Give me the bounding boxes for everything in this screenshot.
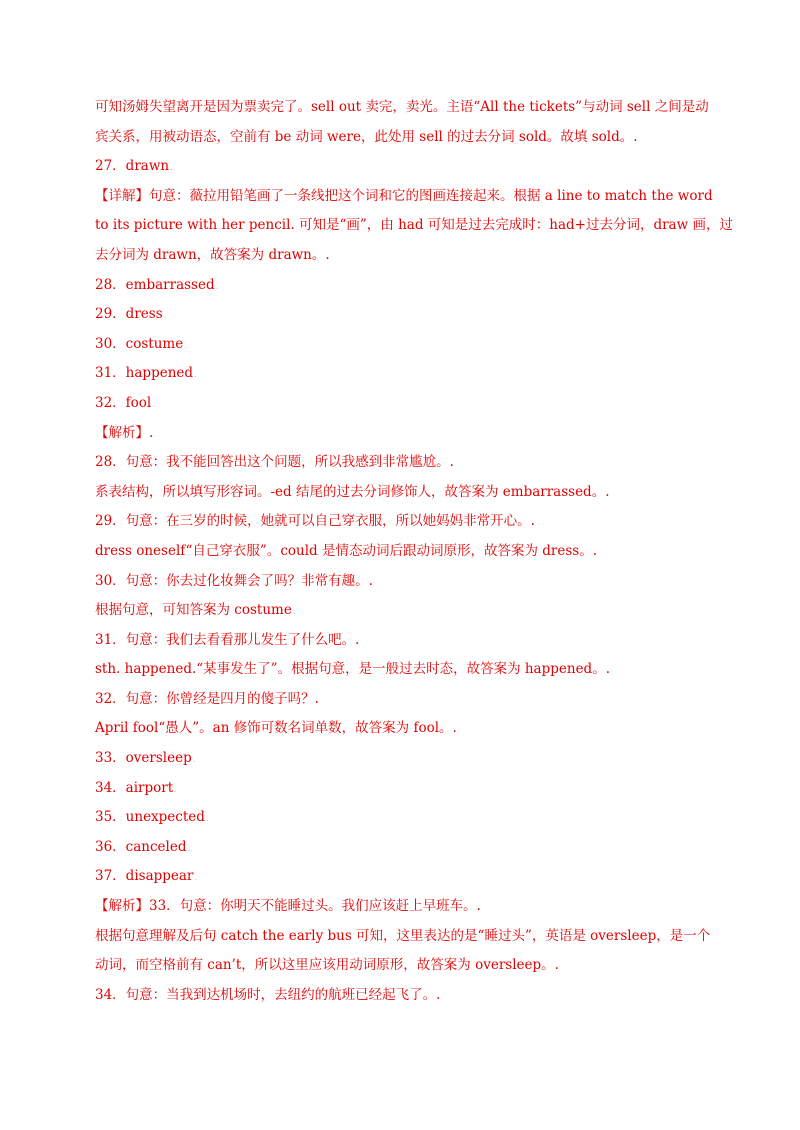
paragraph-mark: . (163, 311, 167, 322)
text-line: sth. happened.“某事发生了”。根据句意，是一般过去时态，故答案为 happened。. (95, 661, 610, 678)
text-line: dress oneself“自己穿衣服”。could 是情态动词后跟动词原形，故答案为 dress。. (95, 542, 597, 559)
paragraph-mark: . (215, 281, 219, 292)
paragraph-mark: . (194, 873, 198, 884)
text-line: 根据句意理解及后句 catch the early bus 可知，这里表达的是“睡过头”，英语是 oversleep，是一个 (95, 927, 711, 944)
text-line: 29．句意：在三岁的时候，她就可以自己穿衣服，所以她妈妈非常开心。. (95, 513, 535, 530)
answer-line: 29．dress. (95, 306, 167, 323)
answer-line: 35．unexpected. (95, 809, 209, 826)
text-line: 动词，而空格前有 can’t，所以这里应该用动词原形，故答案为 oversleep。. (95, 957, 559, 974)
text-line: April fool“愚人”。an 修饰可数名词单数，故答案为 fool。. (95, 720, 457, 737)
paragraph-mark: . (194, 370, 197, 381)
text-line: 31．句意：我们去看看那儿发生了什么吧。. (95, 631, 360, 648)
text-line: 34．句意：当我到达机场时，去纽约的航班已经起飞了。. (95, 986, 441, 1003)
text-line: 可知汤姆失望离开是因为票卖完了。sell out 卖完，卖光。主语“All the tickets”与动词 sell 之间是动 (95, 99, 709, 115)
text-line: to its picture with her pencil. 可知是“画”，由 had 可知是过去完成时：had+过去分词，draw 画，过 (95, 217, 733, 234)
answer-line: 28．embarrassed. (95, 276, 219, 293)
paragraph-mark: . (192, 755, 196, 766)
answer-line: 27．drawn. (95, 158, 173, 175)
answer-line: 30．costume. (95, 335, 188, 352)
answer-line: 36．canceled. (95, 838, 191, 855)
paragraph-mark: . (184, 340, 188, 351)
paragraph-mark: . (174, 784, 178, 795)
text-line: 【详解】句意：薇拉用铅笔画了一条线把这个词和它的图画连接起来。根据 a line to match the word (95, 187, 713, 204)
text-line: 系表结构，所以填写形容词。-ed 结尾的过去分词修饰人，故答案为 embarrassed。. (95, 483, 610, 500)
text-line: 32．句意：你曾经是四月的傻子吗？. (95, 690, 319, 707)
text-line: 30．句意：你去过化妆舞会了吗？非常有趣。. (95, 572, 373, 589)
paragraph-mark: . (292, 607, 296, 618)
text-line: 去分词为 drawn，故答案为 drawn。. (95, 246, 330, 263)
paragraph-mark: . (170, 163, 173, 174)
answer-line: 31．happened. (95, 365, 197, 382)
text-line: 28．句意：我不能回答出这个问题，所以我感到非常尴尬。. (95, 454, 454, 471)
paragraph-mark: . (152, 399, 156, 410)
text-line: 根据句意，可知答案为 costume. (95, 602, 296, 619)
answer-line: 33．oversleep. (95, 750, 196, 767)
answer-line: 34．airport. (95, 779, 178, 796)
text-line: 【解析】. (95, 424, 154, 441)
text-line: 宾关系，用被动语态，空前有 be 动词 were，此处用 sell 的过去分词 sold。故填 sold。. (95, 128, 638, 145)
answer-line: 32．fool. (95, 394, 156, 411)
text-line: 【解析】33．句意：你明天不能睡过头。我们应该赶上早班车。. (95, 898, 481, 915)
paragraph-mark: . (187, 843, 191, 854)
answer-line: 37．disappear. (95, 868, 198, 885)
paragraph-mark: . (205, 814, 209, 825)
